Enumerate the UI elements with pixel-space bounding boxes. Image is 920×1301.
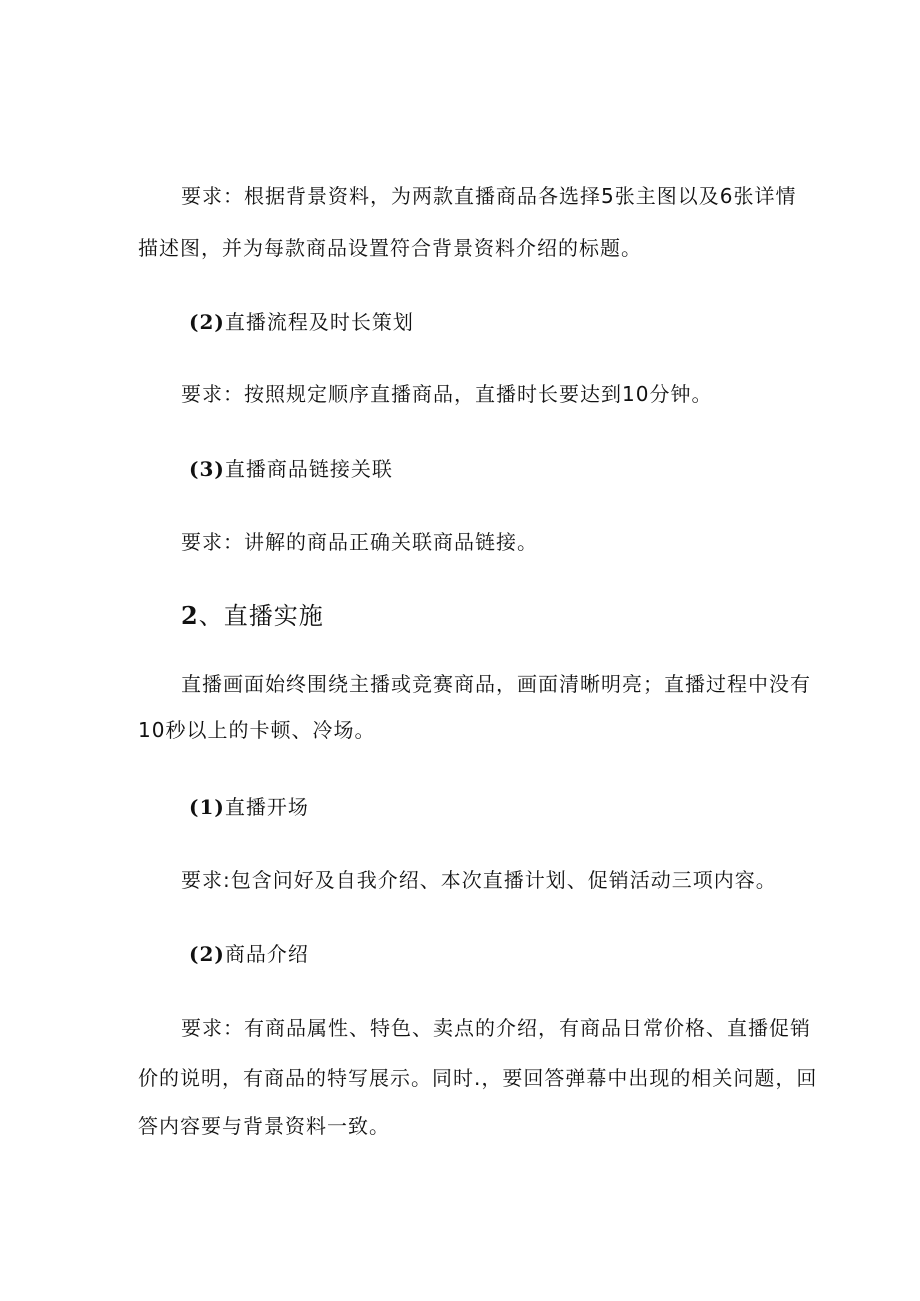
- requirement-product-intro-line1: 要求：有商品属性、特色、卖点的介绍，有商品日常价格、直播促销: [181, 1016, 811, 1040]
- subheading-number: (2): [189, 942, 225, 966]
- subheading-title: 直播流程及时长策划: [224, 310, 414, 334]
- section-heading-title: 、直播实施: [198, 602, 324, 630]
- requirement-text-line1: 要求：根据背景资料，为两款直播商品各选择5张主图以及6张详情: [181, 184, 797, 208]
- subheading-title: 商品介绍: [224, 942, 309, 966]
- section-heading-number: 2: [181, 601, 199, 630]
- subheading-live-opening: [189, 793, 309, 821]
- requirement-live-flow: 要求：按照规定顺序直播商品，直播时长要达到10分钟。: [181, 382, 713, 406]
- requirement-live-opening: 要求:包含问好及自我介绍、本次直播计划、促销活动三项内容。: [181, 868, 777, 892]
- subheading-number: (1): [189, 795, 225, 819]
- requirement-text-line2: 描述图，并为每款商品设置符合背景资料介绍的标题。: [138, 236, 642, 260]
- intro-text-line2: 10秒以上的卡顿、冷场。: [138, 718, 376, 742]
- subheading-live-flow: [189, 308, 414, 336]
- requirement-product-intro-line3: 答内容要与背景资料一致。: [138, 1114, 390, 1138]
- section-heading-live-implementation: [181, 600, 324, 632]
- subheading-number: (2): [189, 310, 225, 334]
- subheading-title: 直播开场: [224, 795, 309, 819]
- subheading-product-intro: [189, 940, 309, 968]
- subheading-number: (3): [189, 457, 225, 481]
- subheading-title: 直播商品链接关联: [224, 457, 393, 481]
- subheading-link-association: [189, 455, 393, 483]
- requirement-link-association: 要求：讲解的商品正确关联商品链接。: [181, 530, 538, 554]
- intro-text-line1: 直播画面始终围绕主播或竞赛商品，画面清晰明亮；直播过程中没有: [181, 672, 811, 696]
- requirement-product-intro-line2: 价的说明，有商品的特写展示。同时.，要回答弹幕中出现的相关问题，回: [138, 1066, 818, 1090]
